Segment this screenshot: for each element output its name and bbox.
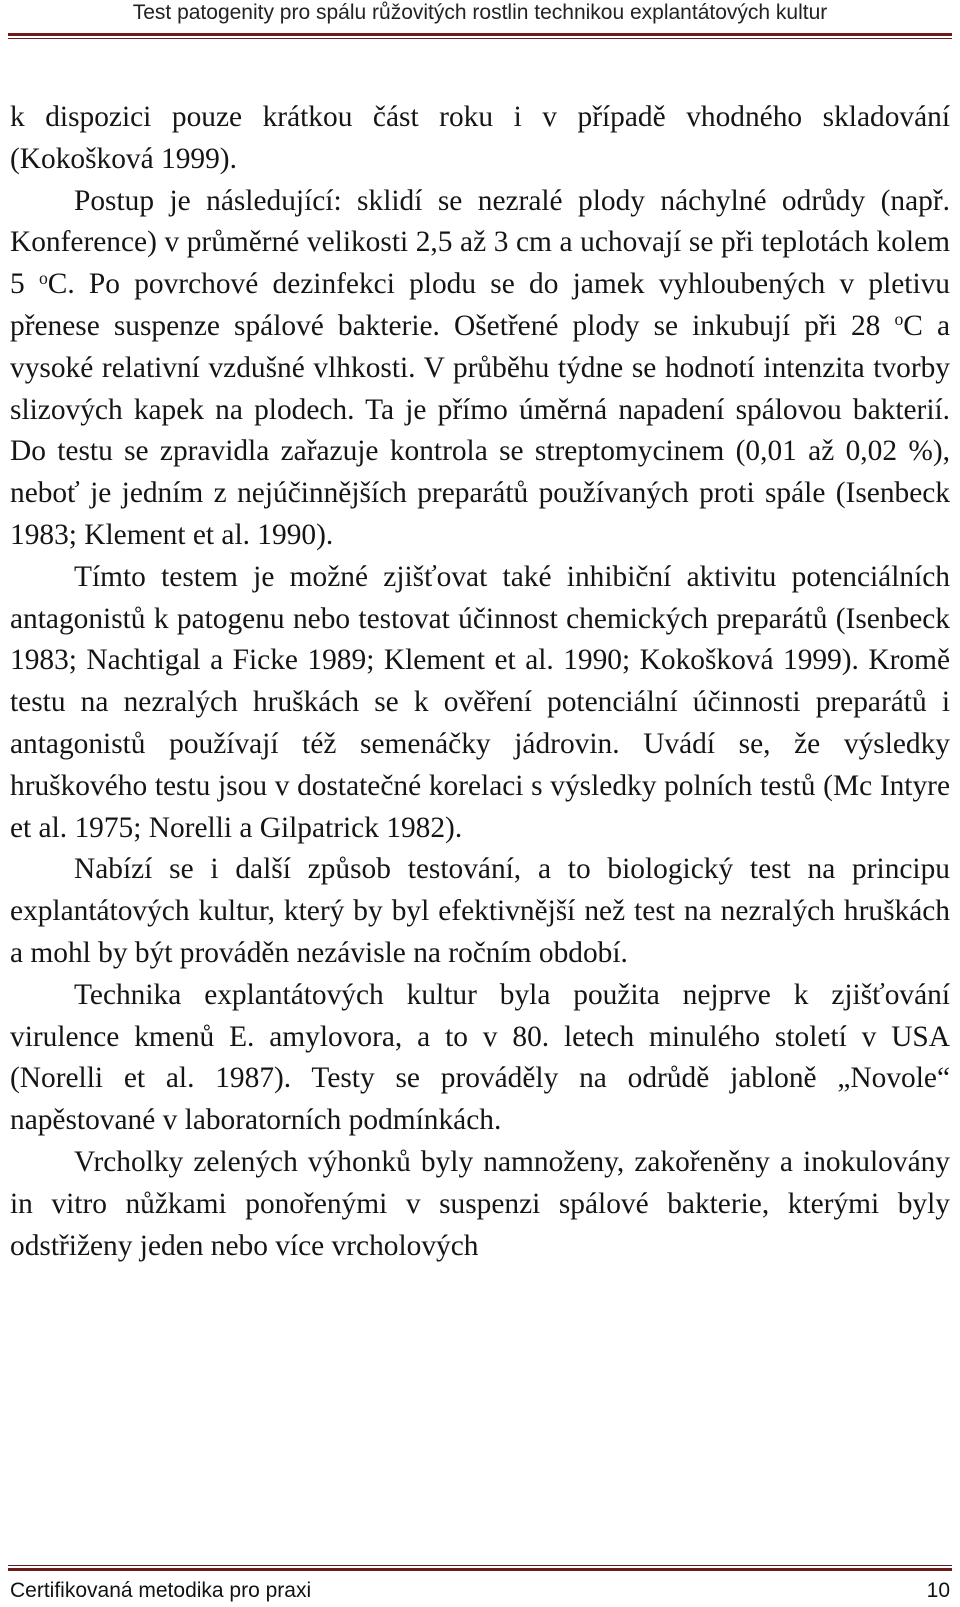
header-divider-thin [8,38,952,39]
paragraph: Nabízí se i další způsob testování, a to biologický test na principu explantátových kultur, který by byl efektivnější než test na nezralých hruškách a mohl by být prováděn nezávisle na ročním období. [10,853,950,969]
running-header [8,0,952,36]
degree-superscript: o [38,267,48,288]
text-run: Postup je následující: sklidí se nezralé plody náchylné odrůdy (např. Konference) v průměrné velikosti 2,5 až 3 cm a uchovají se při teplotách kolem 5 [10,184,950,301]
footer-divider-thin [8,1565,952,1566]
text-run: C. Po povrchové dezinfekci plodu se do jamek vyhloubených v pletivu přenese suspenze spálové bakterie. Ošetřené plody se inkubují při 28 [10,268,950,342]
paragraph: k dispozici pouze krátkou část roku i v případě vhodného skladování (Kokošková 1999). [10,101,950,175]
text-run: C a vysoké relativní vzdušné vlhkosti. V průběhu týdne se hodnotí intenzita tvorby slizových kapek na plodech. Ta je přímo úměrná napadení spálovou bakterií. Do testu se zpravidla zařazuje kontrola se streptomycinem (0,01 až 0,02 %), neboť je jedním z nejúčinnějších preparátů používaných proti spále (Isenbeck 1983; Klement et al. 1990). [10,309,951,551]
paragraph: Vrcholky zelených výhonků byly namnoženy, zakořeněny a inokulovány in vitro nůžkami ponořenými v suspenzi spálové bakterie, kterými byly odstřiženy jeden nebo více vrcholových [10,1145,950,1262]
page-number: 10 [926,1579,950,1602]
footer-label: Certifikovaná metodika pro praxi [10,1579,312,1602]
page-body [10,97,950,1267]
paragraph: Technika explantátových kultur byla použita nejprve k zjišťování virulence kmenů E. amylovora, a to v 80. letech minulého století v USA (Norelli et al. 1987). Testy se prováděly na odrůdě jabloně „Novole“ napěstované v laboratorních podmínkách. [10,978,950,1137]
page-footer [10,1577,950,1605]
degree-superscript: o [894,309,904,330]
paragraph: Tímto testem je možné zjišťovat také inhibiční aktivitu potenciálních antagonistů k patogenu nebo testovat účinnost chemických preparátů (Isenbeck 1983; Nachtigal a Ficke 1989; Klement et al. 1990; Kokošková 1999). Kromě testu na nezralých hruškách se k ověření potenciální účinnosti preparátů i antagonistů používají též semenáčky jádrovin. Uvádí se, že výsledky hruškového testu jsou v dostatečné korelaci s výsledky polních testů (Mc Intyre et al. 1975; Norelli a Gilpatrick 1982). [10,560,950,844]
paragraph-procedure [10,181,950,557]
footer-divider [8,1568,952,1571]
header-divider [8,33,952,36]
running-title: Test patogenity pro spálu růžovitých rostlin technikou explantátových kultur [132,1,828,24]
